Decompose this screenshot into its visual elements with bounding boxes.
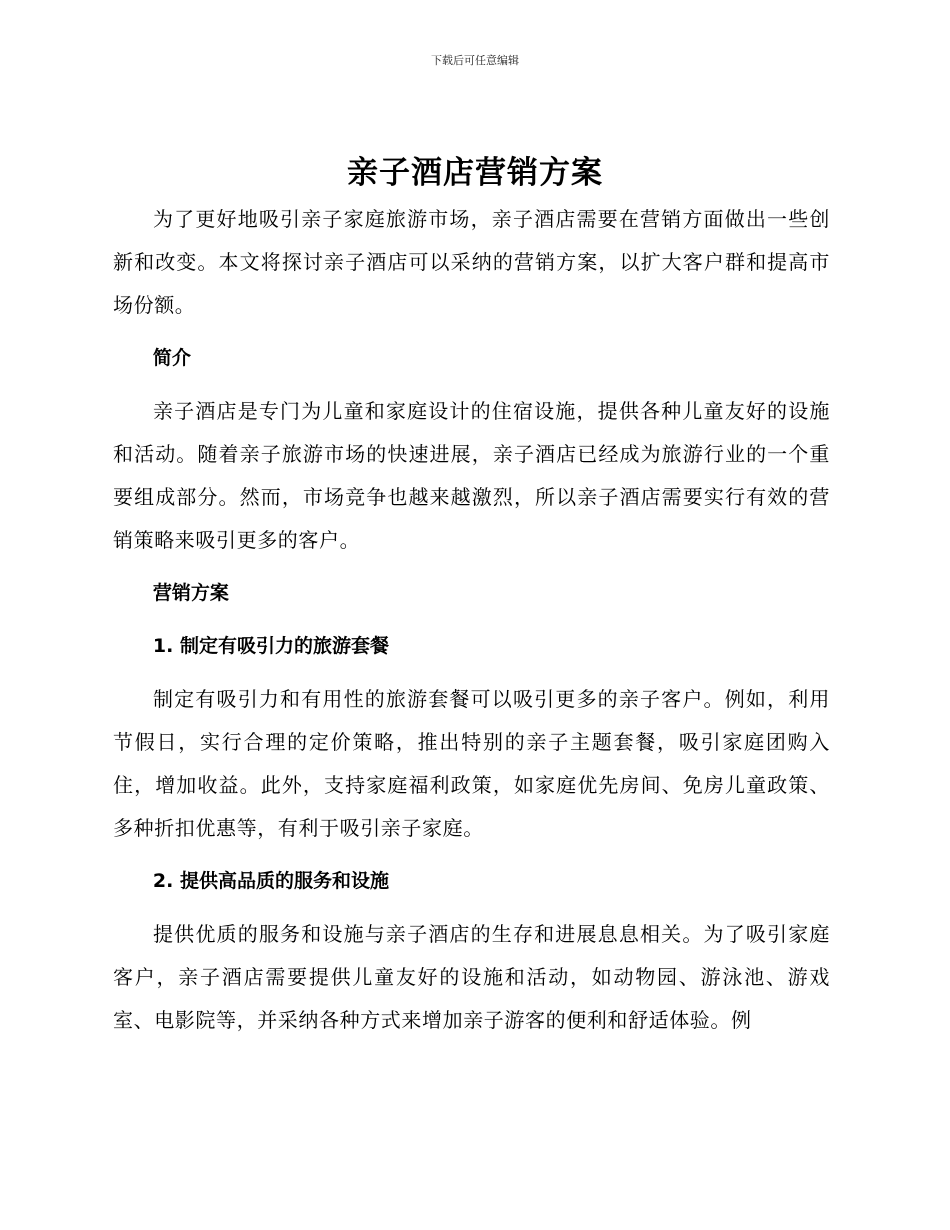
spacer <box>113 615 830 625</box>
document-title: 亲子酒店营销方案 <box>347 155 603 191</box>
section-heading-intro: 简介 <box>152 347 191 369</box>
spacer <box>113 327 830 337</box>
subsection-heading-1: 1. 制定有吸引力的旅游套餐 <box>152 635 389 657</box>
subsection-heading-2: 2. 提供高品质的服务和设施 <box>152 870 389 892</box>
spacer <box>113 903 830 913</box>
section-heading-plan: 营销方案 <box>152 582 229 604</box>
subsection-paragraph-2: 提供优质的服务和设施与亲子酒店的生存和进展息息相关。为了吸引家庭客户，亲子酒店需要提供儿童友好的设施和活动，如动物园、游泳池、游戏室、电影院等，并采纳各种方式来增加亲子游客的便利和舒适体验。例 <box>113 922 830 1032</box>
subsection-paragraph-1: 制定有吸引力和有用性的旅游套餐可以吸引更多的亲子客户。例如，利用节假日，实行合理的定价策略，推出特别的亲子主题套餐，吸引家庭团购入住，增加收益。此外，支持家庭福利政策，如家庭优先房间、免房儿童政策、多种折扣优惠等，有利于吸引亲子家庭。 <box>113 687 830 840</box>
intro-section-paragraph: 亲子酒店是专门为儿童和家庭设计的住宿设施，提供各种儿童友好的设施和活动。随着亲子旅游市场的快速进展，亲子酒店已经成为旅游行业的一个重要组成部分。然而，市场竞争也越来越激烈，所以亲子酒店需要实行有效的营销策略来吸引更多的客户。 <box>113 399 830 552</box>
intro-paragraph: 为了更好地吸引亲子家庭旅游市场，亲子酒店需要在营销方面做出一些创新和改变。本文将探讨亲子酒店可以采纳的营销方案，以扩大客户群和提高市场份额。 <box>113 207 830 317</box>
document-body <box>113 198 830 1042</box>
page-header-note: 下载后可任意编辑 <box>431 54 519 67</box>
spacer <box>113 668 830 678</box>
spacer <box>113 380 830 390</box>
spacer <box>113 850 830 860</box>
spacer <box>113 562 830 572</box>
